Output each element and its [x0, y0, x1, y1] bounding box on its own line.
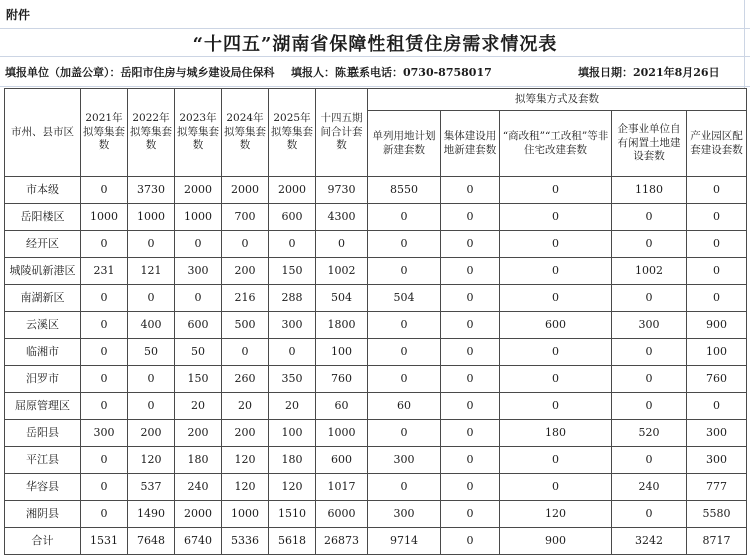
value-cell: 600	[316, 447, 368, 474]
value-cell: 9714	[368, 528, 441, 555]
total-row	[5, 528, 747, 555]
value-cell: 26873	[316, 528, 368, 555]
value-cell: 600	[269, 204, 316, 231]
value-cell: 0	[500, 393, 612, 420]
value-cell: 0	[81, 285, 128, 312]
table-row	[5, 474, 747, 501]
value-cell: 300	[81, 420, 128, 447]
value-cell: 180	[500, 420, 612, 447]
value-cell: 200	[175, 420, 222, 447]
value-cell: 1000	[316, 420, 368, 447]
table-row	[5, 285, 747, 312]
value-cell: 0	[612, 501, 687, 528]
value-cell: 0	[368, 258, 441, 285]
value-cell: 0	[128, 285, 175, 312]
region-cell: 经开区	[5, 231, 81, 258]
value-cell: 0	[81, 231, 128, 258]
contact-phone: 联系电话：0730-8758017	[348, 65, 492, 79]
value-cell: 0	[81, 339, 128, 366]
table-row	[5, 312, 747, 339]
value-cell: 0	[441, 447, 500, 474]
value-cell: 20	[269, 393, 316, 420]
table-row	[5, 447, 747, 474]
value-cell: 120	[222, 447, 269, 474]
header-method-conversion: “商改租”“工改租”等非住宅改建套数	[500, 111, 612, 177]
value-cell: 600	[500, 312, 612, 339]
value-cell: 0	[441, 528, 500, 555]
value-cell: 760	[687, 366, 747, 393]
report-date: 填报日期：2021年8月26日	[578, 65, 720, 79]
value-cell: 400	[128, 312, 175, 339]
value-cell: 240	[612, 474, 687, 501]
value-cell: 1002	[612, 258, 687, 285]
value-cell: 3242	[612, 528, 687, 555]
info-bar	[0, 57, 750, 87]
value-cell: 0	[687, 258, 747, 285]
value-cell: 0	[612, 285, 687, 312]
value-cell: 0	[316, 231, 368, 258]
value-cell: 0	[500, 285, 612, 312]
value-cell: 288	[269, 285, 316, 312]
value-cell: 0	[441, 312, 500, 339]
value-cell: 1800	[316, 312, 368, 339]
header-year-2025: 2025年拟筹集套数	[269, 89, 316, 177]
value-cell: 300	[175, 258, 222, 285]
value-cell: 6740	[175, 528, 222, 555]
value-cell: 1017	[316, 474, 368, 501]
header-row-top	[5, 89, 747, 111]
value-cell: 300	[269, 312, 316, 339]
value-cell: 60	[316, 393, 368, 420]
value-cell: 150	[175, 366, 222, 393]
value-cell: 500	[222, 312, 269, 339]
value-cell: 0	[441, 231, 500, 258]
table-row	[5, 204, 747, 231]
value-cell: 900	[687, 312, 747, 339]
value-cell: 0	[128, 231, 175, 258]
table-row	[5, 231, 747, 258]
region-cell: 屈原管理区	[5, 393, 81, 420]
value-cell: 0	[368, 366, 441, 393]
value-cell: 0	[500, 474, 612, 501]
region-cell: 岳阳县	[5, 420, 81, 447]
value-cell: 0	[81, 501, 128, 528]
value-cell: 300	[687, 420, 747, 447]
demand-table-wrapper	[4, 88, 747, 555]
gridline-right-edge	[744, 0, 745, 88]
value-cell: 0	[81, 474, 128, 501]
value-cell: 0	[81, 312, 128, 339]
region-cell: 湘阴县	[5, 501, 81, 528]
value-cell: 0	[81, 393, 128, 420]
value-cell: 50	[175, 339, 222, 366]
value-cell: 180	[175, 447, 222, 474]
value-cell: 2000	[175, 501, 222, 528]
reporter-name: 填报人：陈兰	[291, 65, 357, 79]
value-cell: 300	[687, 447, 747, 474]
value-cell: 0	[500, 231, 612, 258]
region-cell: 云溪区	[5, 312, 81, 339]
value-cell: 0	[500, 177, 612, 204]
value-cell: 120	[222, 474, 269, 501]
value-cell: 20	[222, 393, 269, 420]
header-year-2024: 2024年拟筹集套数	[222, 89, 269, 177]
reporting-unit: 填报单位（加盖公章）：岳阳市住房与城乡建设局住保科	[5, 65, 275, 79]
value-cell: 5618	[269, 528, 316, 555]
value-cell: 0	[368, 312, 441, 339]
value-cell: 0	[368, 339, 441, 366]
value-cell: 2000	[269, 177, 316, 204]
region-cell: 临湘市	[5, 339, 81, 366]
value-cell: 1000	[175, 204, 222, 231]
table-row	[5, 177, 747, 204]
value-cell: 20	[175, 393, 222, 420]
region-cell: 平江县	[5, 447, 81, 474]
header-total: 十四五期间合计套数	[316, 89, 368, 177]
region-cell: 华容县	[5, 474, 81, 501]
value-cell: 1490	[128, 501, 175, 528]
value-cell: 120	[128, 447, 175, 474]
table-row	[5, 339, 747, 366]
demand-table	[4, 88, 747, 555]
value-cell: 121	[128, 258, 175, 285]
value-cell: 0	[500, 204, 612, 231]
value-cell: 120	[269, 474, 316, 501]
value-cell: 1510	[269, 501, 316, 528]
value-cell: 900	[500, 528, 612, 555]
value-cell: 0	[687, 285, 747, 312]
value-cell: 0	[81, 366, 128, 393]
value-cell: 600	[175, 312, 222, 339]
value-cell: 0	[441, 501, 500, 528]
value-cell: 0	[500, 366, 612, 393]
header-method-planned-land: 单列用地计划新建套数	[368, 111, 441, 177]
value-cell: 0	[368, 474, 441, 501]
value-cell: 0	[222, 339, 269, 366]
value-cell: 231	[81, 258, 128, 285]
value-cell: 200	[128, 420, 175, 447]
region-cell: 城陵矶新港区	[5, 258, 81, 285]
value-cell: 100	[269, 420, 316, 447]
value-cell: 0	[612, 366, 687, 393]
value-cell: 504	[368, 285, 441, 312]
page-title: “十四五”湖南省保障性租赁住房需求情况表	[192, 33, 558, 55]
table-header	[5, 89, 747, 177]
value-cell: 180	[269, 447, 316, 474]
value-cell: 0	[612, 204, 687, 231]
region-cell: 南湖新区	[5, 285, 81, 312]
value-cell: 240	[175, 474, 222, 501]
value-cell: 1000	[128, 204, 175, 231]
table-body	[5, 177, 747, 555]
header-method-collective-land: 集体建设用地新建套数	[441, 111, 500, 177]
value-cell: 0	[441, 285, 500, 312]
table-row	[5, 366, 747, 393]
value-cell: 1180	[612, 177, 687, 204]
value-cell: 100	[687, 339, 747, 366]
table-row	[5, 501, 747, 528]
value-cell: 0	[500, 258, 612, 285]
value-cell: 0	[612, 339, 687, 366]
value-cell: 0	[441, 420, 500, 447]
value-cell: 0	[368, 204, 441, 231]
value-cell: 1000	[222, 501, 269, 528]
value-cell: 0	[269, 231, 316, 258]
value-cell: 0	[687, 231, 747, 258]
attachment-bar	[0, 0, 750, 29]
value-cell: 0	[175, 285, 222, 312]
value-cell: 0	[175, 231, 222, 258]
value-cell: 0	[687, 177, 747, 204]
value-cell: 2000	[175, 177, 222, 204]
value-cell: 0	[128, 393, 175, 420]
header-method-idle-land: 企事业单位自有闲置土地建设套数	[612, 111, 687, 177]
value-cell: 5336	[222, 528, 269, 555]
value-cell: 3730	[128, 177, 175, 204]
value-cell: 0	[441, 204, 500, 231]
table-row	[5, 420, 747, 447]
value-cell: 0	[441, 258, 500, 285]
value-cell: 537	[128, 474, 175, 501]
value-cell: 0	[368, 420, 441, 447]
value-cell: 504	[316, 285, 368, 312]
title-bar	[0, 29, 750, 57]
value-cell: 777	[687, 474, 747, 501]
value-cell: 1531	[81, 528, 128, 555]
value-cell: 520	[612, 420, 687, 447]
value-cell: 2000	[222, 177, 269, 204]
value-cell: 8717	[687, 528, 747, 555]
value-cell: 216	[222, 285, 269, 312]
region-cell: 汨罗市	[5, 366, 81, 393]
header-region: 市州、县市区	[5, 89, 81, 177]
value-cell: 0	[368, 231, 441, 258]
region-cell: 市本级	[5, 177, 81, 204]
value-cell: 120	[500, 501, 612, 528]
value-cell: 0	[441, 474, 500, 501]
value-cell: 0	[687, 204, 747, 231]
value-cell: 1002	[316, 258, 368, 285]
header-year-2022: 2022年拟筹集套数	[128, 89, 175, 177]
value-cell: 5580	[687, 501, 747, 528]
value-cell: 300	[612, 312, 687, 339]
value-cell: 760	[316, 366, 368, 393]
value-cell: 700	[222, 204, 269, 231]
header-year-2023: 2023年拟筹集套数	[175, 89, 222, 177]
value-cell: 150	[269, 258, 316, 285]
value-cell: 200	[222, 420, 269, 447]
value-cell: 200	[222, 258, 269, 285]
value-cell: 9730	[316, 177, 368, 204]
value-cell: 0	[441, 339, 500, 366]
table-row	[5, 393, 747, 420]
value-cell: 300	[368, 501, 441, 528]
value-cell: 0	[500, 447, 612, 474]
value-cell: 0	[441, 177, 500, 204]
value-cell: 0	[612, 231, 687, 258]
value-cell: 50	[128, 339, 175, 366]
value-cell: 100	[316, 339, 368, 366]
attachment-label: 附件	[6, 7, 31, 22]
value-cell: 0	[441, 366, 500, 393]
header-method-group: 拟筹集方式及套数	[368, 89, 747, 111]
value-cell: 300	[368, 447, 441, 474]
value-cell: 0	[222, 231, 269, 258]
value-cell: 4300	[316, 204, 368, 231]
value-cell: 350	[269, 366, 316, 393]
value-cell: 0	[612, 393, 687, 420]
value-cell: 0	[128, 366, 175, 393]
table-row	[5, 258, 747, 285]
header-method-industrial-park: 产业园区配套建设套数	[687, 111, 747, 177]
region-cell: 合计	[5, 528, 81, 555]
value-cell: 8550	[368, 177, 441, 204]
value-cell: 7648	[128, 528, 175, 555]
value-cell: 260	[222, 366, 269, 393]
value-cell: 0	[81, 177, 128, 204]
value-cell: 0	[612, 447, 687, 474]
value-cell: 0	[441, 393, 500, 420]
value-cell: 0	[500, 339, 612, 366]
value-cell: 6000	[316, 501, 368, 528]
header-year-2021: 2021年拟筹集套数	[81, 89, 128, 177]
value-cell: 0	[687, 393, 747, 420]
value-cell: 0	[81, 447, 128, 474]
value-cell: 60	[368, 393, 441, 420]
value-cell: 0	[269, 339, 316, 366]
value-cell: 1000	[81, 204, 128, 231]
region-cell: 岳阳楼区	[5, 204, 81, 231]
